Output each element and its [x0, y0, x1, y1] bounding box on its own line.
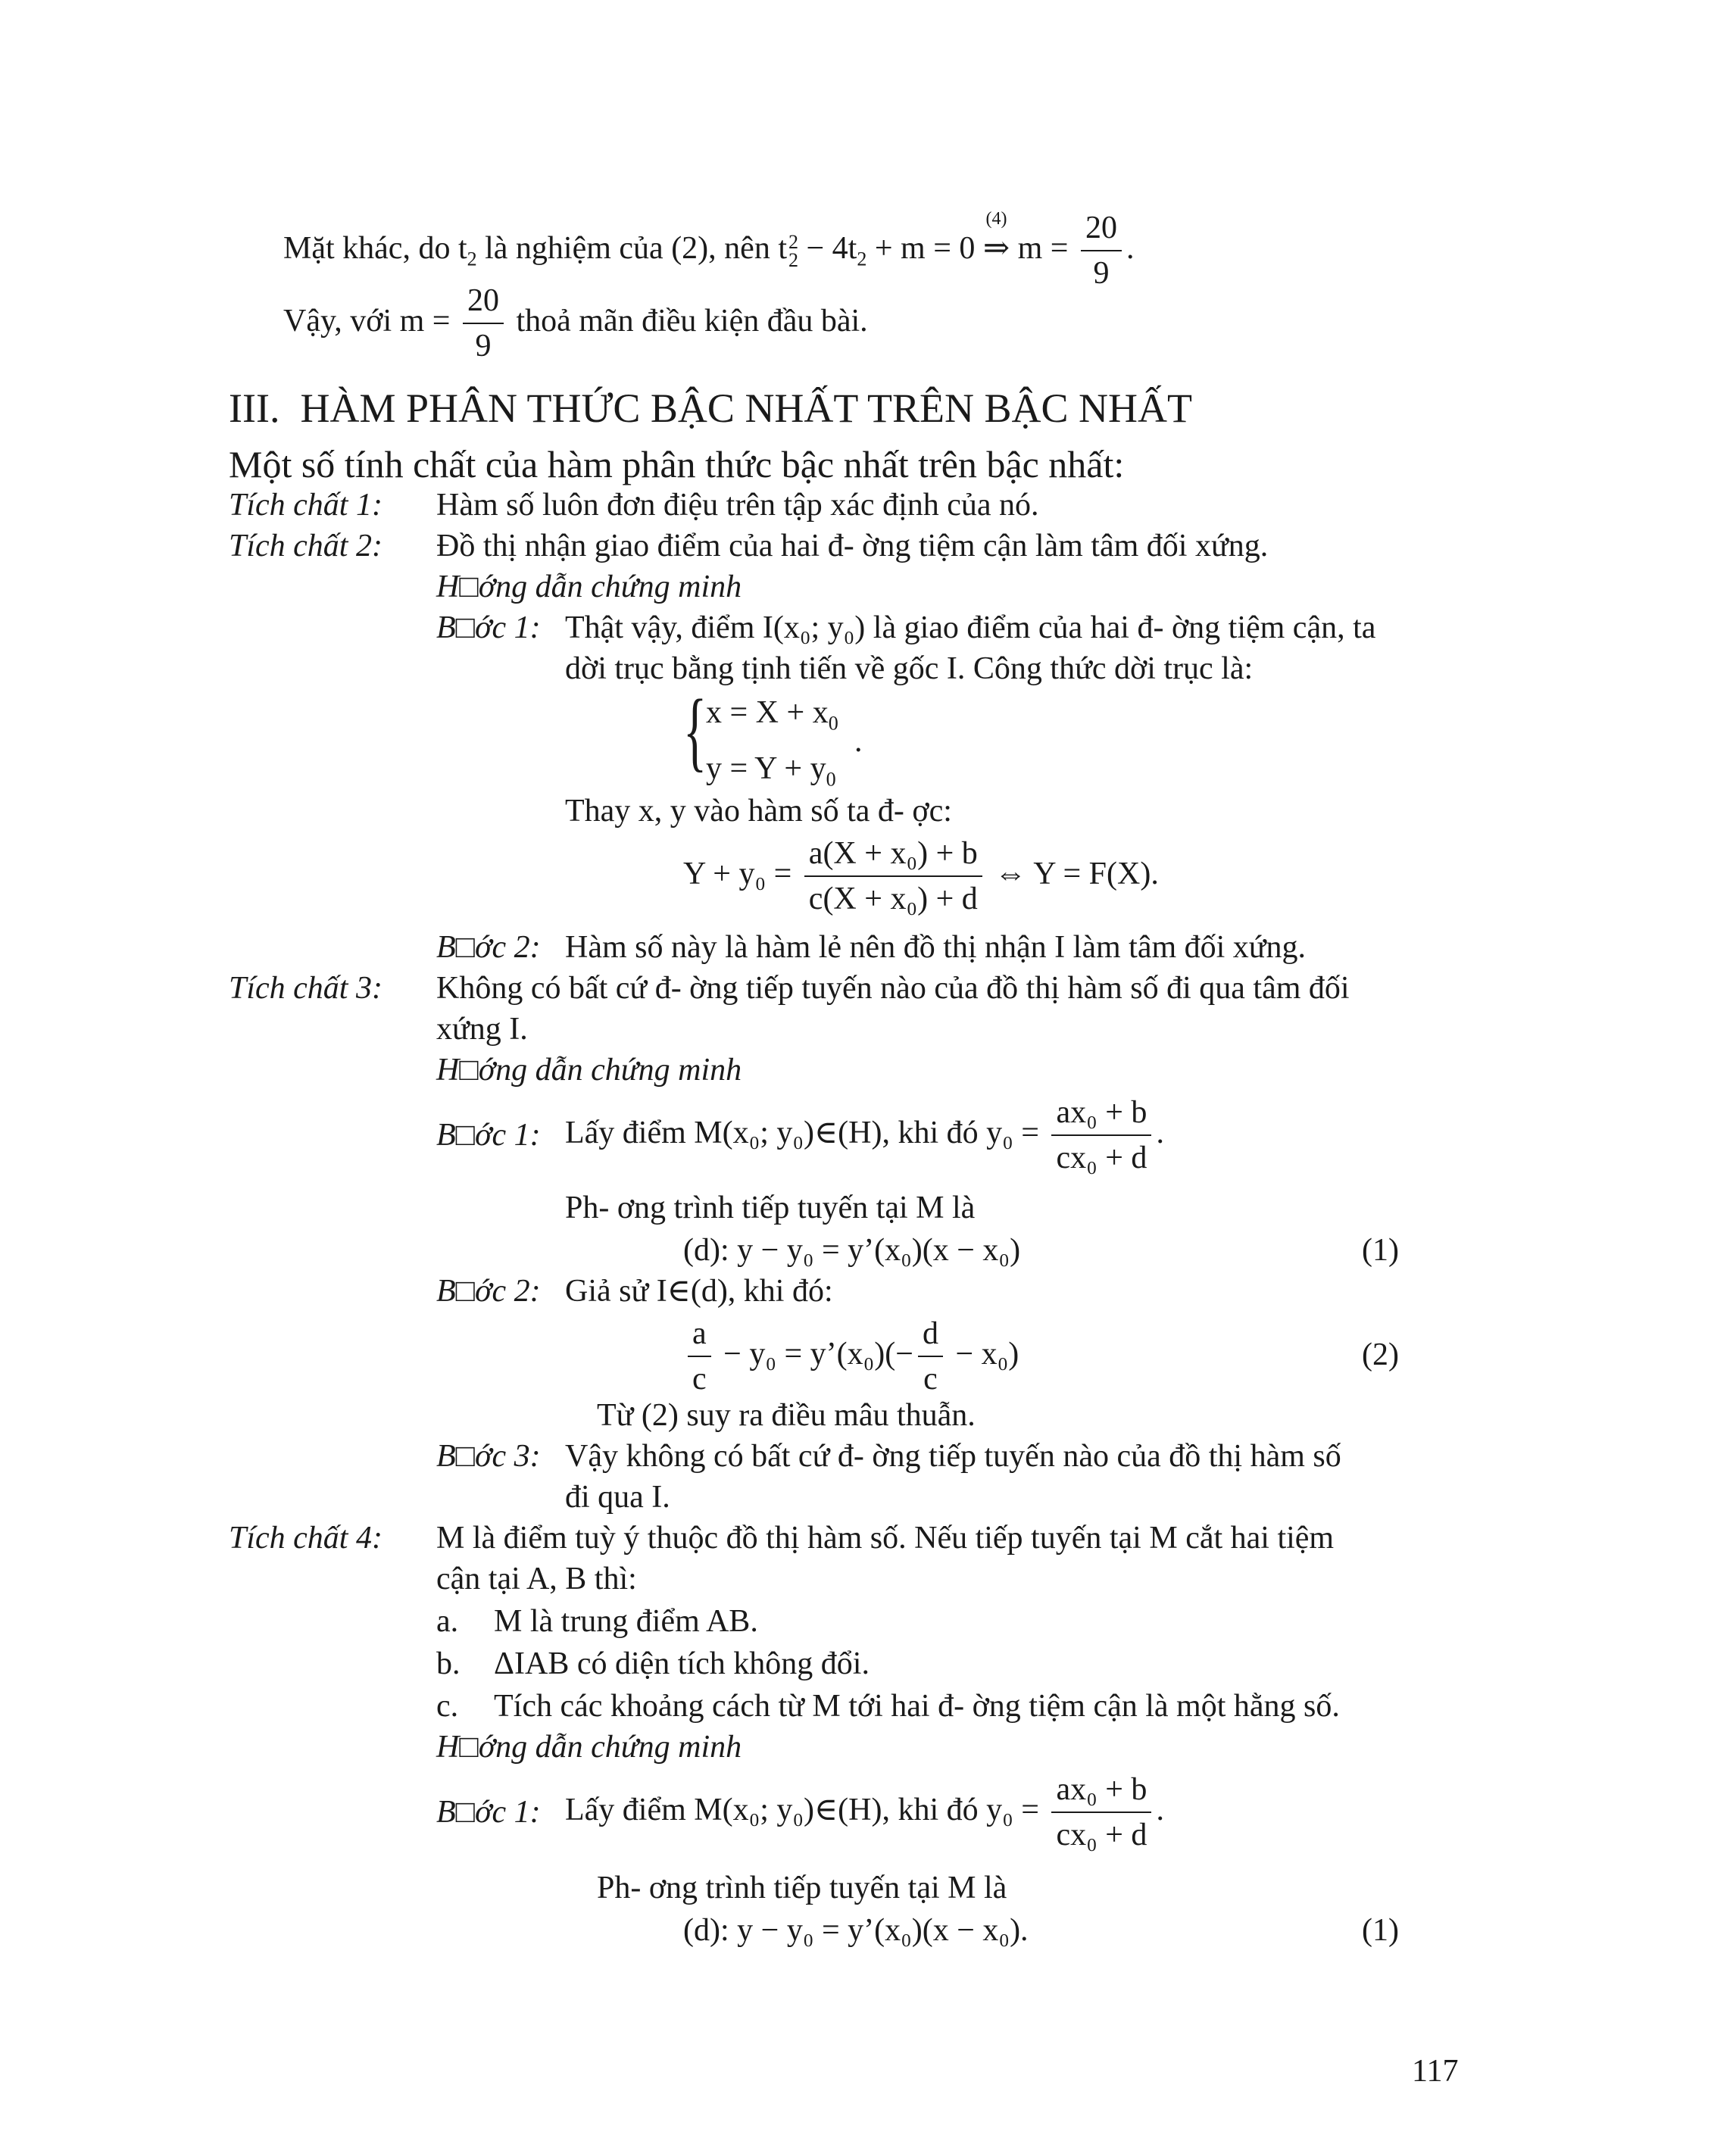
denominator: 9: [475, 329, 492, 364]
fraction: [1081, 211, 1122, 292]
prop2-label: Tích chất 2:: [229, 529, 382, 563]
numerator: ax₀ + b: [1051, 1772, 1151, 1813]
prop3-line2: xứng I.: [436, 1012, 528, 1047]
numerator: ax₀ + b: [1051, 1095, 1151, 1136]
denominator: 9: [1093, 256, 1110, 292]
arrow-symbol: ⇒: [982, 231, 1010, 267]
section-title: HÀM PHÂN THỨC BẬC NHẤT TRÊN BẬC NHẤT: [300, 385, 1192, 431]
prop3-tangent-equation: (d): y − y₀ = y’(x₀)(x − x₀): [683, 1233, 1021, 1268]
equation-number: (1): [1362, 1233, 1399, 1268]
section-number: III.: [229, 385, 280, 431]
prop1-text: Hàm số luôn đơn điệu trên tập xác định của nó.: [436, 488, 1039, 523]
prop3-step3-label: B□ớc 3:: [436, 1439, 541, 1474]
prop3-guide: H□ớng dẫn chứng minh: [436, 1053, 742, 1088]
intro-line-2: [283, 283, 868, 364]
prop4-line2: cận tại A, B thì:: [436, 1562, 637, 1596]
equation-part: ⇔ Y = F(X).: [986, 857, 1159, 892]
prop2-step1-line2: dời trục bằng tịnh tiến về gốc I. Công thức dời trục là:: [565, 651, 1254, 686]
fraction: [918, 1316, 943, 1397]
prop3-step2-label: B□ớc 2:: [436, 1274, 541, 1309]
prop3-step1-label: B□ớc 1:: [436, 1118, 541, 1153]
numerator: d: [918, 1316, 943, 1357]
equation-part: − y₀ = y’(x₀)(−: [715, 1337, 913, 1372]
item-mark: c.: [436, 1689, 459, 1724]
equation-part: y = Y + y: [706, 751, 826, 786]
denominator: cx₀ + d: [1056, 1818, 1147, 1853]
prop3-tangent-text: Ph- ơng trình tiếp tuyến tại M là: [565, 1191, 976, 1225]
prop2-step2-label: B□ớc 2:: [436, 930, 541, 965]
numerator: 20: [463, 283, 504, 324]
prop2-subst-text: Thay x, y vào hàm số ta đ- ợc:: [565, 794, 952, 829]
numerator: a(X + x₀) + b: [804, 836, 982, 877]
denominator: c: [692, 1362, 707, 1397]
equation-number: (1): [1362, 1913, 1399, 1948]
prop4-guide: H□ớng dẫn chứng minh: [436, 1730, 742, 1765]
prop4-tangent-text: Ph- ơng trình tiếp tuyến tại M là: [597, 1871, 1007, 1905]
prop3-step3-line1: Vậy không có bất cứ đ- ờng tiếp tuyến nào của đồ thị hàm số: [565, 1439, 1341, 1474]
numerator: 20: [1081, 211, 1122, 251]
denominator: c(X + x₀) + d: [808, 882, 978, 917]
prop3-contradiction-text: Từ (2) suy ra điều mâu thuẫn.: [597, 1398, 976, 1433]
intro-text: Vậy, với m =: [283, 304, 458, 339]
fraction: [463, 283, 504, 364]
prop4-step1-label: B□ớc 1:: [436, 1795, 541, 1830]
equation-part: .: [1126, 231, 1135, 267]
system-brace: {: [683, 681, 707, 780]
equation-part: − x₀): [947, 1337, 1019, 1372]
prop4-step1-equation: [565, 1772, 1164, 1853]
prop2-text: Đồ thị nhận giao điểm của hai đ- ờng tiệm cận làm tâm đối xứng.: [436, 529, 1269, 563]
denominator: cx₀ + d: [1056, 1141, 1147, 1176]
prop4-label: Tích chất 4:: [229, 1521, 382, 1556]
equation-part: Lấy điểm M(x₀; y₀)∈(H), khi đó y₀ =: [565, 1116, 1048, 1151]
subscript: 0: [826, 768, 836, 791]
system-line-2: [706, 751, 836, 791]
subscript: 2: [788, 248, 798, 271]
denominator: c: [923, 1362, 938, 1397]
prop4-item-c: [436, 1690, 1340, 1722]
subscript: 2: [467, 248, 477, 270]
implies-arrow: [982, 209, 1010, 267]
equation-part: + m = 0: [866, 231, 983, 267]
prop3-label: Tích chất 3:: [229, 971, 382, 1006]
subscript: 2: [857, 248, 867, 270]
equation-part: − 4t: [798, 231, 857, 267]
prop4-item-a: [436, 1606, 758, 1637]
item-text: ΔIAB có diện tích không đổi.: [494, 1646, 870, 1681]
fraction: [1051, 1772, 1151, 1853]
section-subtitle: Một số tính chất của hàm phân thức bậc nhất trên bậc nhất:: [229, 443, 1125, 485]
prop2-transform-equation: [683, 836, 1159, 917]
item-mark: b.: [436, 1646, 461, 1681]
prop3-step1-equation: [565, 1095, 1164, 1176]
equation-part: Y + y₀ =: [683, 857, 800, 892]
numerator: a: [688, 1316, 711, 1357]
prop2-guide: H□ớng dẫn chứng minh: [436, 570, 742, 604]
intro-text: là nghiệm của (2), nên: [476, 231, 779, 267]
intro-text: thoả mãn điều kiện đầu bài.: [507, 304, 868, 339]
equation-part: Lấy điểm M(x₀; y₀)∈(H), khi đó y₀ =: [565, 1793, 1048, 1828]
page-number: 117: [1412, 2054, 1459, 2089]
equation-part: x = X + x: [706, 695, 829, 730]
equation-part: .: [1156, 1793, 1164, 1828]
equation-part: t: [778, 231, 787, 267]
equation-number: (2): [1362, 1337, 1399, 1372]
prop4-line1: M là điểm tuỳ ý thuộc đồ thị hàm số. Nếu tiếp tuyến tại M cắt hai tiệm: [436, 1521, 1335, 1556]
section-heading: [229, 385, 1192, 431]
equation-part: .: [1156, 1116, 1164, 1151]
prop3-contradiction-equation: [683, 1316, 1019, 1397]
prop2-step1-line1: Thật vậy, điểm I(x₀; y₀) là giao điểm của hai đ- ờng tiệm cận, ta: [565, 610, 1376, 645]
equation-part: m =: [1010, 231, 1076, 267]
prop2-step2-text: Hàm số này là hàm lẻ nên đồ thị nhận I làm tâm đối xứng.: [565, 930, 1307, 965]
fraction: [804, 836, 982, 917]
subscript: 0: [828, 712, 838, 735]
intro-line-1: [283, 211, 1134, 292]
prop3-line1: Không có bất cứ đ- ờng tiếp tuyến nào của đồ thị hàm số đi qua tâm đối: [436, 971, 1350, 1006]
fraction: [1051, 1095, 1151, 1176]
prop3-step3-line2: đi qua I.: [565, 1480, 670, 1515]
system-line-1: [706, 695, 838, 735]
item-text: Tích các khoảng cách từ M tới hai đ- ờng tiệm cận là một hằng số.: [494, 1689, 1340, 1724]
prop4-tangent-equation: (d): y − y₀ = y’(x₀)(x − x₀).: [683, 1913, 1029, 1948]
fraction: [688, 1316, 711, 1397]
prop3-step2-text: Giả sử I∈(d), khi đó:: [565, 1274, 833, 1309]
intro-text: Mặt khác, do t: [283, 231, 467, 267]
item-mark: a.: [436, 1604, 459, 1639]
prop4-item-b: [436, 1648, 870, 1680]
system-end: .: [854, 724, 863, 759]
item-text: M là trung điểm AB.: [494, 1604, 758, 1639]
prop1-label: Tích chất 1:: [229, 488, 382, 523]
prop2-step1-label: B□ớc 1:: [436, 610, 541, 645]
arrow-label: (4): [985, 209, 1007, 229]
superscript: 2: [788, 231, 798, 254]
